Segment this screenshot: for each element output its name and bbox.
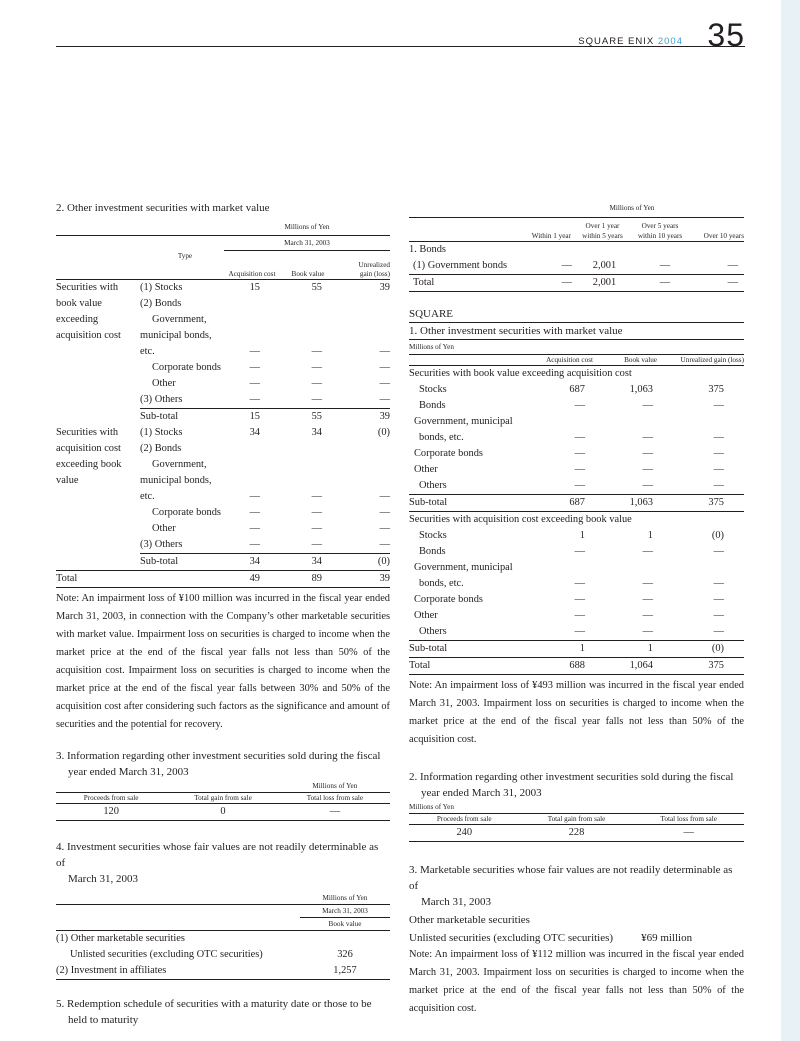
table-row	[409, 382, 744, 398]
cell	[521, 414, 595, 430]
right-column	[409, 200, 744, 1018]
row-group-label: book value	[56, 297, 102, 309]
table-row	[409, 528, 744, 544]
date-label: March 31, 2003	[300, 904, 390, 917]
unit-label: Millions of Yen	[312, 781, 358, 790]
row-label: Corporate bonds	[152, 506, 221, 518]
cell: —	[249, 538, 260, 550]
row-label: Bonds	[419, 400, 446, 411]
cell: —	[574, 448, 585, 459]
cell: —	[713, 594, 724, 605]
row-label: etc.	[140, 490, 155, 502]
row-label: Stocks	[419, 384, 447, 395]
section-title-cont: held to maturity	[68, 1013, 139, 1026]
loss-value: —	[280, 803, 390, 820]
row-group-label	[56, 360, 140, 376]
row-label: (3) Others	[140, 538, 183, 550]
col-book: Book value	[595, 355, 667, 366]
row-label: (2) Bonds	[140, 297, 182, 309]
total-book: 89	[280, 570, 336, 587]
row-label: Corporate bonds	[414, 448, 483, 459]
cell: —	[379, 393, 390, 405]
brand-name: SQUARE ENIX 2004	[578, 36, 683, 47]
row-label: Others	[419, 626, 447, 637]
table-row	[56, 360, 390, 376]
cell: 1	[647, 530, 653, 541]
col-loss: Total loss from sale	[280, 792, 390, 803]
cell: —	[659, 260, 671, 271]
cell: 55	[280, 408, 336, 425]
page-number: 35	[707, 17, 745, 53]
section-title-cont: March 31, 2003	[68, 872, 138, 885]
table-row	[409, 592, 744, 608]
cell: —	[561, 260, 572, 271]
section-title-cont: March 31, 2003	[421, 896, 491, 908]
cell: —	[574, 480, 585, 491]
cell	[224, 296, 280, 312]
cell: 1,064	[595, 658, 667, 675]
header-rule	[56, 46, 745, 47]
section-title: 1. Other investment securities with market value	[409, 325, 623, 337]
table-row	[409, 576, 744, 592]
cell	[336, 441, 390, 457]
row-label: Sub-total	[140, 408, 224, 425]
table-row	[56, 392, 390, 409]
cell	[595, 414, 667, 430]
cell	[336, 312, 390, 328]
cell: 34	[311, 426, 322, 438]
col-gain: Total gain from sale	[166, 792, 280, 803]
row-label: bonds, etc.	[419, 432, 464, 443]
row-group-label	[56, 392, 140, 409]
subtotal-label: Sub-total	[409, 641, 521, 658]
table-row	[56, 441, 390, 457]
cell: 55	[311, 281, 322, 293]
table-row	[409, 560, 744, 576]
table-row	[56, 279, 390, 296]
cell	[336, 328, 390, 344]
cell: 39	[379, 281, 390, 293]
col-acq: Acquisition cost	[521, 355, 595, 366]
section-title: 2. Information regarding other investment securities sold during the fiscal	[409, 771, 734, 783]
group-label: Securities with book value exceeding acquisition cost	[409, 368, 632, 379]
row-label: (3) Others	[140, 393, 183, 405]
row-label: Sub-total	[140, 553, 224, 570]
line-text: Unlisted securities (excluding OTC securities) ¥69 million	[409, 932, 693, 944]
cell: —	[713, 610, 724, 621]
cell: —	[574, 610, 585, 621]
cell: —	[379, 377, 390, 389]
cell: —	[249, 393, 260, 405]
section-title-cont: year ended March 31, 2003	[421, 787, 542, 799]
row-label: (2) Investment in affiliates	[56, 963, 300, 980]
cell	[280, 473, 336, 489]
row-group-label	[56, 505, 140, 521]
cell	[224, 312, 280, 328]
cell	[280, 328, 336, 344]
cell: 1	[595, 641, 667, 658]
row-label: (1) Government bonds	[413, 260, 508, 271]
row-label: Corporate bonds	[152, 361, 221, 373]
section-title: 5. Redemption schedule of securities with a maturity date or those to be	[56, 997, 372, 1010]
table-row	[409, 414, 744, 430]
table-row	[56, 328, 390, 344]
cell	[280, 441, 336, 457]
row-value: 1,257	[300, 963, 390, 980]
col-over-10: Over 10 years	[689, 218, 744, 242]
row-group-label: Securities with	[56, 426, 119, 438]
row-label: municipal bonds,	[140, 474, 212, 486]
cell: —	[642, 400, 653, 411]
page-edge-strip	[781, 0, 800, 1041]
cell: —	[713, 480, 724, 491]
cell: —	[379, 361, 390, 373]
left-column	[56, 200, 390, 1028]
cell: —	[574, 626, 585, 637]
row-label: Other	[414, 610, 438, 621]
cell: —	[249, 522, 260, 534]
cell: —	[631, 275, 689, 292]
cell: —	[642, 610, 653, 621]
section-title: 3. Marketable securities whose fair values are not readily determinable as of	[409, 864, 733, 892]
col-5-10: Over 5 years within 10 years	[631, 218, 689, 242]
row-group-label	[56, 521, 140, 537]
cell: 2,001	[574, 275, 631, 292]
cell: 688	[521, 658, 595, 675]
cell: —	[249, 361, 260, 373]
section-title: 3. Information regarding other investment securities sold during the fiscal	[56, 749, 381, 762]
col-1-5: Over 1 year within 5 years	[574, 218, 631, 242]
row-group-label: exceeding book	[56, 458, 122, 470]
row-group-label	[56, 537, 140, 554]
table-row	[409, 544, 744, 560]
table-row	[409, 608, 744, 624]
col-book: Book value	[300, 917, 390, 930]
row-label: Other	[152, 522, 176, 534]
table-row	[409, 478, 744, 495]
row-group-label	[56, 344, 140, 360]
cell: —	[642, 546, 653, 557]
row-label: Other	[414, 464, 438, 475]
table-row	[409, 398, 744, 414]
cell: —	[713, 546, 724, 557]
cell: (0)	[377, 426, 390, 438]
cell: —	[574, 578, 585, 589]
cell: (0)	[667, 641, 744, 658]
cell: 15	[249, 281, 260, 293]
cell: —	[379, 522, 390, 534]
row-group-label	[56, 553, 140, 570]
cell: —	[642, 480, 653, 491]
cell: —	[713, 626, 724, 637]
row-label: Other	[152, 377, 176, 389]
col-unrealized: Unrealized gain (loss)	[667, 355, 744, 366]
cell: —	[379, 538, 390, 550]
unit-label: Millions of Yen	[284, 223, 330, 231]
table-row	[409, 624, 744, 641]
row-label: Others	[419, 480, 447, 491]
table-row	[56, 505, 390, 521]
cell: —	[249, 345, 260, 357]
row-group-label: Securities with	[56, 281, 119, 293]
square-sold-table	[409, 801, 744, 842]
cell	[336, 473, 390, 489]
cell: 375	[667, 658, 744, 675]
cell: —	[689, 275, 744, 292]
cell: 687	[521, 495, 595, 512]
line-text: Other marketable securities	[409, 914, 530, 926]
cell: —	[249, 506, 260, 518]
cell: 34	[280, 553, 336, 570]
cell: —	[642, 594, 653, 605]
row-label: 1. Bonds	[409, 244, 446, 255]
table-row	[56, 521, 390, 537]
table-row	[409, 430, 744, 446]
cell: —	[311, 490, 322, 502]
row-value: 326	[337, 948, 353, 960]
cell: 2,001	[592, 260, 617, 271]
row-label: municipal bonds,	[140, 329, 212, 341]
cell: —	[311, 522, 322, 534]
row-label: Government, municipal	[414, 562, 513, 573]
cell	[667, 560, 744, 576]
cell: 15	[224, 408, 280, 425]
cell: —	[713, 432, 724, 443]
section-title: 4. Investment securities whose fair values are not readily determinable as of	[56, 840, 379, 869]
cell: —	[520, 275, 574, 292]
table-row	[56, 489, 390, 505]
cell: —	[642, 626, 653, 637]
note-paragraph: Note: An impairment loss of ¥100 million was incurred in the fiscal year ended March 31, 2003, in connection with the Company’s other marketable securities with market value. Impairment loss on securities is charged to income when the market price at the end of the fiscal year falls not less than 50% of the acquisition cost. Impairment loss on securities is charged to income when the market price at the end of the fiscal year falls between 30% and 50% of the acquisition cost after considering such factors as the significance and amount of securities and the potential for recovery.	[56, 592, 390, 730]
loss-value: —	[633, 825, 744, 842]
cell: (0)	[336, 553, 390, 570]
row-label: (1) Other marketable securities	[56, 932, 185, 944]
cell: 34	[224, 553, 280, 570]
col-book: Book value	[280, 261, 336, 280]
cell: —	[379, 345, 390, 357]
cell: —	[642, 432, 653, 443]
row-label: Total	[409, 275, 520, 292]
line-value: ¥69 million	[641, 932, 693, 944]
cell	[595, 560, 667, 576]
row-group-label: acquisition cost	[56, 329, 121, 341]
cell: —	[379, 506, 390, 518]
cell: —	[311, 393, 322, 405]
cell	[224, 328, 280, 344]
cell	[280, 312, 336, 328]
square-market-table	[409, 339, 744, 675]
cell: —	[249, 490, 260, 502]
cell: —	[713, 464, 724, 475]
cell: —	[249, 377, 260, 389]
proceeds-value: 120	[56, 803, 166, 820]
unit-label: Millions of Yen	[322, 893, 368, 902]
row-group-label	[56, 376, 140, 392]
col-proceeds: Proceeds from sale	[409, 814, 520, 825]
cell: —	[311, 361, 322, 373]
cell: —	[642, 464, 653, 475]
col-unrealized: Unrealized gain (loss)	[336, 261, 390, 280]
row-label: Bonds	[419, 546, 446, 557]
sold-table	[56, 781, 390, 821]
cell: —	[311, 377, 322, 389]
cell: 39	[336, 408, 390, 425]
cell: 687	[569, 384, 585, 395]
total-acq: 49	[224, 570, 280, 587]
row-group-label: acquisition cost	[56, 442, 121, 454]
cell: —	[311, 345, 322, 357]
row-label: (1) Stocks	[140, 426, 183, 438]
table-row	[56, 425, 390, 441]
cell: —	[713, 400, 724, 411]
subtotal-label: Sub-total	[409, 495, 521, 512]
gain-value: 0	[166, 803, 280, 820]
table-row	[56, 376, 390, 392]
col-proceeds: Proceeds from sale	[56, 792, 166, 803]
row-label: bonds, etc.	[419, 578, 464, 589]
cell: 1	[521, 641, 595, 658]
group-label: Securities with acquisition cost exceeding book value	[409, 512, 744, 529]
row-group-label	[56, 408, 140, 425]
subsidiary-heading: SQUARE	[409, 306, 744, 323]
cell: —	[379, 490, 390, 502]
cell: —	[574, 432, 585, 443]
row-group-label: exceeding	[56, 313, 99, 325]
redemption-table	[409, 200, 744, 292]
cell	[336, 296, 390, 312]
cell: 1	[579, 530, 585, 541]
table-row	[56, 473, 390, 489]
table-row	[409, 446, 744, 462]
row-label: etc.	[140, 345, 155, 357]
total-label: Total	[409, 658, 521, 675]
total-label: Total	[56, 570, 224, 587]
row-label: Corporate bonds	[414, 594, 483, 605]
cell: —	[642, 448, 653, 459]
gain-value: 228	[520, 825, 634, 842]
table-row	[56, 457, 390, 473]
unit-label: Millions of Yen	[409, 803, 454, 811]
cell: 1,063	[595, 495, 667, 512]
row-group-label: value	[56, 474, 79, 486]
date-label: March 31, 2003	[224, 236, 390, 251]
market-value-table	[56, 220, 390, 588]
col-type: Type	[177, 251, 193, 260]
note-paragraph: Note: An impairment loss of ¥112 million was incurred in the fiscal year ended March 31, 2003. Impairment loss on securities is charged to income when the market price at the end of the fiscal year falls not less than 50% of the acquisition cost.	[409, 949, 744, 1014]
cell: —	[713, 448, 724, 459]
cell: 375	[667, 495, 744, 512]
cell: 375	[708, 384, 724, 395]
cell: —	[574, 546, 585, 557]
row-label: Government,	[152, 458, 207, 470]
note-paragraph: Note: An impairment loss of ¥493 million was incurred in the fiscal year ended March 31, 2003. Impairment loss on securities is charged to income when the market price at the end of the fiscal year falls not less than 50% of the acquisition cost.	[409, 680, 744, 745]
table-row	[56, 344, 390, 360]
cell: 1,063	[629, 384, 653, 395]
cell	[224, 473, 280, 489]
cell	[280, 296, 336, 312]
section-title: 2. Other investment securities with market value	[56, 202, 270, 214]
cell	[224, 441, 280, 457]
cell: —	[311, 538, 322, 550]
cell: —	[713, 578, 724, 589]
cell: —	[311, 506, 322, 518]
col-acq: Acquisition cost	[224, 261, 280, 280]
proceeds-value: 240	[409, 825, 520, 842]
cell: —	[642, 578, 653, 589]
row-label: (1) Stocks	[140, 281, 183, 293]
table-row	[56, 408, 390, 425]
row-label: (2) Bonds	[140, 442, 182, 454]
table-row	[56, 553, 390, 570]
row-label: Stocks	[419, 530, 447, 541]
unlisted-table	[56, 893, 390, 980]
cell: (0)	[711, 530, 724, 541]
brand-year: 2004	[657, 36, 683, 47]
cell: —	[574, 400, 585, 411]
cell: —	[574, 464, 585, 475]
cell	[280, 457, 336, 473]
row-label: Government,	[152, 313, 207, 325]
col-gain: Total gain from sale	[520, 814, 634, 825]
cell	[336, 457, 390, 473]
row-label: Government, municipal	[414, 416, 513, 427]
table-row	[56, 537, 390, 554]
unit-label: Millions of Yen	[609, 204, 655, 212]
cell: —	[727, 260, 738, 271]
table-row	[409, 462, 744, 478]
table-row	[56, 296, 390, 312]
row-group-label	[56, 489, 140, 505]
row-label: Unlisted securities (excluding OTC securities)	[70, 948, 263, 960]
cell	[667, 414, 744, 430]
cell: —	[574, 594, 585, 605]
col-within-1: Within 1 year	[520, 218, 574, 242]
total-unrealized: 39	[336, 570, 390, 587]
table-row	[56, 312, 390, 328]
section-title-cont: year ended March 31, 2003	[68, 765, 189, 778]
unit-label: Millions of Yen	[409, 340, 744, 355]
cell	[224, 457, 280, 473]
col-loss: Total loss from sale	[633, 814, 744, 825]
cell: 34	[249, 426, 260, 438]
cell	[521, 560, 595, 576]
